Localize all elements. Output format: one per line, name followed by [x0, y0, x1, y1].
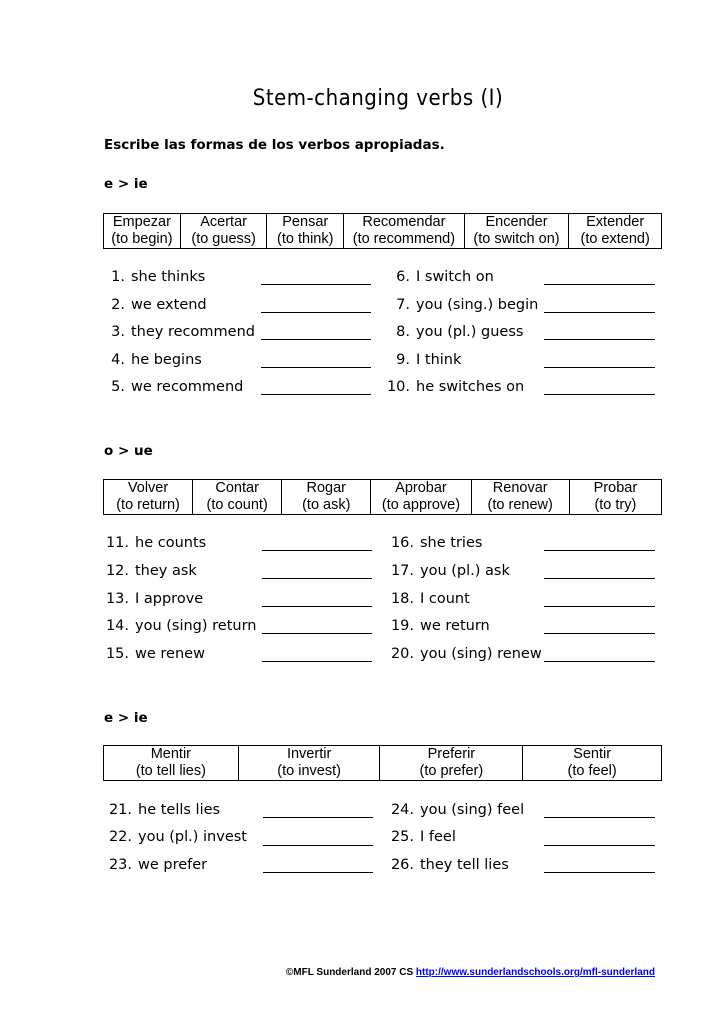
exercise-prompt: he tells lies: [138, 802, 221, 818]
exercise-number: 15.: [105, 646, 129, 662]
answer-blank[interactable]: [262, 661, 372, 662]
answer-blank[interactable]: [261, 394, 371, 395]
verb-spanish: Empezar: [112, 214, 171, 230]
verb-english: (to return): [116, 497, 180, 513]
exercise-prompt: they ask: [135, 563, 197, 579]
instructions: Escribe las formas de los verbos apropiadas.: [104, 137, 445, 153]
exercise-prompt: he begins: [131, 352, 202, 368]
footer-link[interactable]: http://www.sunderlandschools.org/mfl-sunderland: [415, 967, 655, 978]
exercise-prompt: we return: [420, 618, 490, 634]
exercise-item: [105, 591, 204, 607]
exercise-prompt: you (pl.) ask: [420, 563, 510, 579]
verb-cell: [282, 480, 371, 515]
verb-spanish: Renovar: [492, 480, 548, 496]
exercise-prompt: we recommend: [131, 379, 244, 395]
exercise-item: [390, 535, 483, 551]
exercise-item: [105, 535, 207, 551]
exercise-number: 22.: [108, 829, 132, 845]
verb-cell: [193, 480, 282, 515]
exercise-number: 14.: [105, 618, 129, 634]
exercise-number: 19.: [390, 618, 414, 634]
exercise-number: 23.: [108, 857, 132, 873]
exercise-prompt: we extend: [131, 297, 207, 313]
exercise-number: 3.: [111, 324, 125, 340]
exercise-item: [105, 618, 257, 634]
exercise-item: [108, 802, 221, 818]
verb-english: (to feel): [567, 763, 617, 779]
verb-english: (to invest): [277, 763, 341, 779]
exercise-prompt: they recommend: [131, 324, 255, 340]
exercise-prompt: I count: [420, 591, 470, 607]
verb-cell: [471, 480, 569, 515]
exercise-item: [396, 269, 494, 285]
verb-english: (to switch on): [473, 231, 560, 247]
exercise-number: 4.: [111, 352, 125, 368]
exercise-number: 26.: [390, 857, 414, 873]
exercise-prompt: you (sing) renew: [420, 646, 542, 662]
answer-blank[interactable]: [262, 578, 372, 579]
answer-blank[interactable]: [544, 845, 655, 846]
section-label: e > ie: [104, 176, 148, 192]
verb-table: [103, 479, 662, 515]
exercise-item: [108, 857, 208, 873]
answer-blank[interactable]: [544, 394, 655, 395]
answer-blank[interactable]: [544, 633, 655, 634]
verb-cell: [380, 746, 523, 781]
exercise-item: [390, 591, 470, 607]
verb-cell: [371, 480, 471, 515]
verb-english: (to guess): [191, 231, 256, 247]
exercise-prompt: I feel: [420, 829, 456, 845]
exercise-number: 2.: [111, 297, 125, 313]
verb-spanish: Contar: [215, 480, 259, 496]
verb-cell: [104, 214, 181, 249]
exercise-prompt: they tell lies: [420, 857, 509, 873]
exercise-item: [386, 379, 525, 395]
footer: [286, 967, 655, 978]
exercise-number: 25.: [390, 829, 414, 845]
verb-english: (to try): [594, 497, 637, 513]
exercise-prompt: you (sing) return: [135, 618, 257, 634]
answer-blank[interactable]: [544, 339, 655, 340]
verb-english: (to think): [277, 231, 334, 247]
answer-blank[interactable]: [544, 606, 655, 607]
verb-english: (to ask): [302, 497, 351, 513]
answer-blank[interactable]: [544, 872, 655, 873]
answer-blank[interactable]: [544, 817, 655, 818]
verb-english: (to recommend): [352, 231, 456, 247]
answer-blank[interactable]: [261, 367, 371, 368]
exercise-number: 1.: [111, 269, 125, 285]
answer-blank[interactable]: [261, 312, 371, 313]
verb-spanish: Probar: [593, 480, 638, 496]
verb-cell: [267, 214, 344, 249]
exercise-prompt: she thinks: [131, 269, 206, 285]
exercise-number: 16.: [390, 535, 414, 551]
exercise-item: [390, 646, 542, 662]
verb-english: (to count): [206, 497, 268, 513]
exercise-item: [396, 297, 539, 313]
exercise-prompt: you (sing) feel: [420, 802, 525, 818]
exercise-number: 7.: [396, 297, 410, 313]
verb-spanish: Preferir: [427, 746, 476, 762]
exercise-prompt: I switch on: [416, 269, 494, 285]
section-label: o > ue: [104, 443, 153, 459]
exercise-item: [111, 352, 202, 368]
answer-blank[interactable]: [261, 284, 371, 285]
answer-blank[interactable]: [261, 339, 371, 340]
verb-english: (to prefer): [419, 763, 484, 779]
verb-spanish: Rogar: [306, 480, 347, 496]
verb-spanish: Extender: [586, 214, 645, 230]
exercise-number: 13.: [105, 591, 129, 607]
verb-spanish: Encender: [485, 214, 548, 230]
verb-cell: [104, 480, 193, 515]
answer-blank[interactable]: [263, 845, 373, 846]
verb-spanish: Aprobar: [395, 480, 447, 496]
verb-english: (to renew): [487, 497, 553, 513]
verb-cell: [104, 746, 239, 781]
exercise-item: [105, 646, 205, 662]
verb-spanish: Invertir: [286, 746, 332, 762]
answer-blank[interactable]: [544, 312, 655, 313]
exercise-item: [111, 379, 244, 395]
exercise-number: 5.: [111, 379, 125, 395]
verb-cell: [344, 214, 465, 249]
verb-spanish: Recomendar: [362, 214, 446, 230]
exercise-number: 11.: [105, 535, 129, 551]
exercise-prompt: we prefer: [138, 857, 208, 873]
answer-blank[interactable]: [544, 550, 655, 551]
verb-spanish: Mentir: [150, 746, 192, 762]
verb-english: (to begin): [111, 231, 173, 247]
verb-spanish: Pensar: [282, 214, 329, 230]
exercise-item: [390, 829, 456, 845]
exercise-item: [111, 297, 207, 313]
exercise-prompt: he counts: [135, 535, 207, 551]
exercise-prompt: you (pl.) invest: [138, 829, 247, 845]
exercise-prompt: we renew: [135, 646, 205, 662]
verb-cell: [569, 480, 661, 515]
exercise-item: [111, 269, 206, 285]
exercise-item: [108, 829, 247, 845]
exercise-number: 12.: [105, 563, 129, 579]
exercise-prompt: you (pl.) guess: [416, 324, 524, 340]
exercise-item: [390, 802, 525, 818]
exercise-number: 9.: [396, 352, 410, 368]
exercise-number: 24.: [390, 802, 414, 818]
exercise-prompt: she tries: [420, 535, 483, 551]
exercise-number: 21.: [108, 802, 132, 818]
verb-cell: [569, 214, 662, 249]
section-label: e > ie: [104, 710, 148, 726]
answer-blank[interactable]: [263, 817, 373, 818]
exercise-prompt: I think: [416, 352, 462, 368]
exercise-number: 18.: [390, 591, 414, 607]
verb-cell: [238, 746, 380, 781]
exercise-number: 20.: [390, 646, 414, 662]
exercise-number: 8.: [396, 324, 410, 340]
exercise-item: [105, 563, 197, 579]
exercise-item: [111, 324, 255, 340]
verb-spanish: Sentir: [573, 746, 612, 762]
verb-cell: [523, 746, 662, 781]
exercise-prompt: you (sing.) begin: [416, 297, 539, 313]
exercise-prompt: he switches on: [416, 379, 525, 395]
verb-english: (to extend): [580, 231, 650, 247]
exercise-prompt: I approve: [135, 591, 204, 607]
exercise-number: 10.: [386, 379, 410, 395]
verb-cell: [180, 214, 267, 249]
exercise-item: [396, 352, 462, 368]
exercise-number: 6.: [396, 269, 410, 285]
answer-blank[interactable]: [262, 633, 372, 634]
answer-blank[interactable]: [262, 550, 372, 551]
answer-blank[interactable]: [263, 872, 373, 873]
verb-table: [103, 213, 662, 249]
answer-blank[interactable]: [544, 661, 655, 662]
exercise-item: [390, 618, 490, 634]
exercise-item: [390, 857, 509, 873]
exercise-item: [390, 563, 510, 579]
copyright-text: ©MFL Sunderland 2007 CS: [285, 967, 414, 978]
verb-spanish: Acertar: [200, 214, 247, 230]
page-title: Stem-changing verbs (I): [252, 86, 504, 111]
exercise-number: 17.: [390, 563, 414, 579]
answer-blank[interactable]: [544, 367, 655, 368]
exercise-item: [396, 324, 524, 340]
verb-english: (to tell lies): [135, 763, 206, 779]
answer-blank[interactable]: [544, 578, 655, 579]
verb-spanish: Volver: [127, 480, 169, 496]
answer-blank[interactable]: [262, 606, 372, 607]
verb-english: (to approve): [381, 497, 461, 513]
verb-table: [103, 745, 662, 781]
verb-cell: [464, 214, 569, 249]
answer-blank[interactable]: [544, 284, 655, 285]
